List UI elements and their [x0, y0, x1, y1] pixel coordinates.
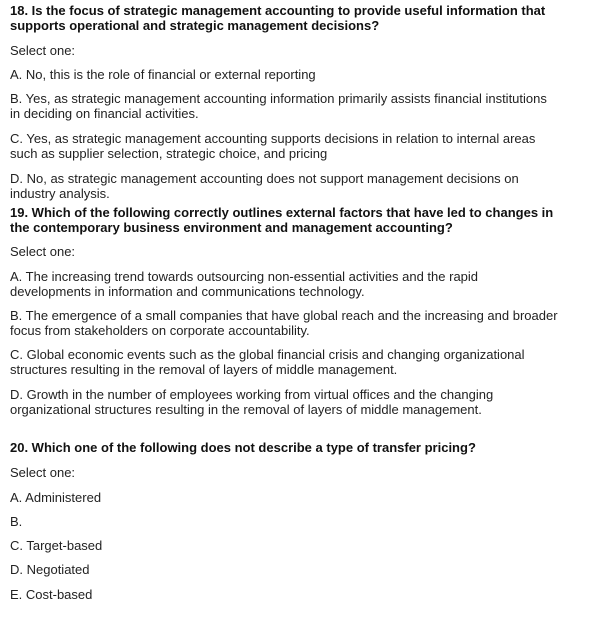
question-18-text: 18. Is the focus of strategic management accounting to provide useful information that supports operational and strategic management decisions?: [10, 3, 546, 33]
question-18-option-b[interactable]: B. Yes, as strategic management accounting information primarily assists financial institutions in deciding on financial activities.: [10, 91, 547, 121]
question-19-option-d[interactable]: D. Growth in the number of employees working from virtual offices and the changing organizational structures resulting in the removal of layers of middle management.: [10, 387, 494, 417]
question-18-option-a[interactable]: A. No, this is the role of financial or external reporting: [10, 67, 316, 82]
question-19-option-a[interactable]: A. The increasing trend towards outsourcing non-essential activities and the rapid developments in information and communications technology.: [10, 269, 479, 299]
question-20-option-c[interactable]: C. Target-based: [10, 538, 103, 553]
question-18-option-d[interactable]: D. No, as strategic management accounting does not support management decisions on industry analysis.: [10, 171, 519, 201]
question-19-text: 19. Which of the following correctly outlines external factors that have led to changes in the contemporary business environment and management accounting?: [10, 205, 554, 235]
question-19-option-c[interactable]: C. Global economic events such as the global financial crisis and changing organizational structures resulting in the removal of layers of middle management.: [10, 347, 525, 377]
question-20-select-label: Select one:: [10, 465, 76, 480]
question-20-text: 20. Which one of the following does not describe a type of transfer pricing?: [10, 440, 476, 455]
question-20-option-e[interactable]: E. Cost-based: [10, 587, 93, 602]
question-19-select-label: Select one:: [10, 244, 76, 259]
question-18-select-label: Select one:: [10, 43, 76, 58]
question-20-option-a[interactable]: A. Administered: [10, 490, 102, 505]
question-18-option-c[interactable]: C. Yes, as strategic management accounting supports decisions in relation to internal areas such as supplier selection, strategic choice, and pricing: [10, 131, 536, 161]
question-20-option-d[interactable]: D. Negotiated: [10, 562, 90, 577]
question-20-option-b[interactable]: B.: [10, 514, 23, 529]
question-19-option-b[interactable]: B. The emergence of a small companies that have global reach and the increasing and broader focus from stakeholders on corporate accountability.: [10, 308, 558, 338]
